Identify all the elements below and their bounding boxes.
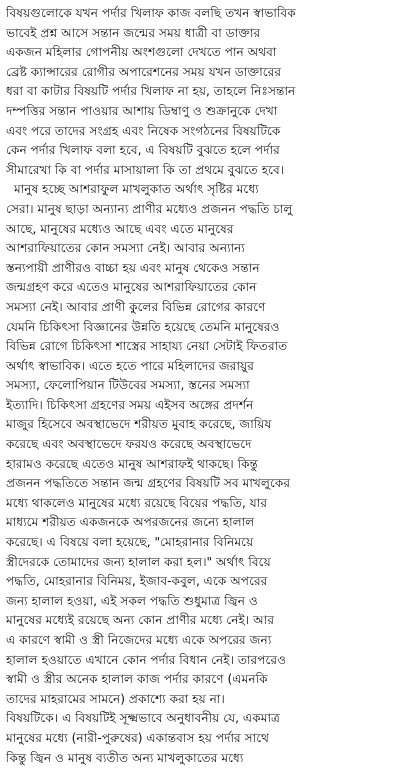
text-line: মানুষের মধ্যেই রয়েছে অন্য কোন প্রাণীর মধ্যে নেই। আর	[6, 613, 275, 628]
text-line: ভাবেই প্রশ্ন আসে সন্তান জন্মের সময় ধাত্রী বা ডাক্তার	[6, 25, 261, 40]
text-line: স্তন্যপায়ী প্রাণীরও বাচ্চা হয় এবং মানুষ থেকেও সন্তান	[6, 260, 260, 275]
text-line: হারামও করেছে এতেও মানুষ আশরাফই থাকছে। কিন্তু	[6, 456, 259, 471]
text-line: করেছে এবং অবস্থাভেদে ফরযও করেছে অবস্থাভেদে	[6, 437, 252, 452]
text-line: যেমনি চিকিৎসা বিজ্ঞানের উন্নতি হয়েছে তেমনি মানুষেরও	[6, 319, 280, 334]
text-line: প্রজনন পদ্ধতিতে সন্তান জন্ম গ্রহণের বিষয়টি সব মাখলুকের	[6, 476, 291, 491]
text-line: আশরাফিয়াতের কোন সমস্যা নেই। আবার অন্যান্য	[6, 241, 245, 256]
text-line: জন্য হালাল হওয়া, এই সকল পদ্ধতি শুধুমাত্র জ্বিন ও	[6, 593, 258, 608]
text-line: এ কারণে স্বামী ও স্ত্রী নিজেদের মধ্যে একে অপরের জন্য	[6, 633, 272, 647]
text-line: বিষয়গুলোকে যখন পর্দার খিলাফ কাজ বলছি তখন স্বাভাবিক	[6, 6, 296, 20]
text-line: পদ্ধতি, মোহরানার বিনিময়, ইজাব-কবুল, একে অপরের	[6, 574, 268, 589]
text-line: বিভিন্ন রোগে চিকিৎসা শাস্ত্রের সাহায্য নেয়া সেটাই ফিতরাত	[6, 339, 288, 354]
text-line: আছে, মানুষের মধ্যেও আছে এবং এতে মানুষের	[6, 221, 234, 236]
text-line: সমস্যা নেই। আবার প্রাণী কুলের বিভিন্ন রোগের কারণে	[6, 299, 266, 314]
text-line: মাজুর হিসেবে অবস্থাভেদে শরীয়ত মুবাহ করেছে, জায়িয	[6, 417, 272, 432]
text-line: কেন পর্দার খিলাফ বলা হবে, এ বিষয়টি বুঝতে হলে পর্দার	[6, 143, 280, 158]
text-line: কিন্তু জ্বিন ও মানুষ ব্যতীত অন্য মাখলুকাতের মধ্যে	[6, 750, 244, 765]
text-line: সেরা। মানুষ ছাড়া অন্যান্য প্রাণীর মধ্যেও প্রজনন পদ্ধতি চালু	[6, 201, 293, 216]
text-line: স্বামী ও স্ত্রীর অনেক হালাল কাজ পর্দার কারণে (এমনকি	[6, 672, 268, 687]
text-line: মধ্যে থাকলেও মানুষের মধ্যে রয়েছে বিয়ের পদ্ধতি, যার	[6, 495, 268, 510]
text-line: ধরা বা কাটার বিষয়টি পর্দার খিলাফ না হয়, তাহলে নিঃসন্তান	[6, 84, 296, 99]
text-line: একজন মহিলার গোপনীয় অংশগুলো দেখতে পান অথবা	[6, 45, 277, 60]
text-line: মাধ্যমে শরীয়ত একজনকে অপরজনের জন্যে হালাল	[6, 515, 255, 530]
paragraph-start-line: মানুষ হচ্ছে আশরাফুল মাখলুকাত অর্থাৎ সৃষ্টির মধ্যে	[14, 182, 259, 197]
text-line: ব্রেষ্ট ক্যান্সারের রোগীর অপারেশনের সময় যখন ডাক্তারের	[6, 64, 282, 79]
text-line: দম্পত্তির সন্তান পাওয়ার আশায় ডিম্বাণু ও শুক্রানুকে দেখা	[6, 103, 278, 118]
text-line: জন্মগ্রহণ করে এতেও মানুষের আশরাফিয়াতের কোন	[6, 280, 257, 295]
text-line: তাদের মাহরামের সামনে) প্রকাশ্যে করা হয় না।	[6, 691, 225, 706]
text-line: সীমারেখা কি বা পর্দার মাসায়ালা কি তা প্রথমে বুঝতে হবে।	[6, 162, 285, 177]
text-line: হালাল হওয়াতে এখানে কোন পর্দার বিধান নেই। তারপরেও	[6, 652, 287, 667]
text-line: মানুষের মধ্যে (নারী-পুরুষের) একান্তবাস হয় পর্দার সাথে	[6, 730, 269, 745]
text-line: সমস্যা, ফেলোপিয়ান টিউবের সমস্যা, স্তনের সমস্যা	[6, 378, 250, 393]
text-line: এবং পরে তাদের সংগ্রহ এবং নিষেক সংগঠনের বিষয়টিকে	[6, 123, 281, 138]
text-line: স্ত্রীদেরকে তোমাদের জন্য হালাল করা হল।" অর্থাৎ বিয়ে	[6, 554, 271, 569]
text-line: অর্থাৎ স্বাভাবিক। এতে হতে পারে মহিলাদের জরায়ুর	[6, 358, 254, 373]
text-line: করেছে। এ বিষয়ে বলা হয়েছে, "মোহরানার বিনিময়ে	[6, 535, 254, 550]
text-line: ইত্যাদি। চিকিৎসা গ্রহণের সময় এইসব অঙ্গের প্রদর্শন	[6, 397, 254, 412]
text-line: বিষয়টিকে। এ বিষয়টিই সূক্ষ্মভাবে অনুধাবনীয় যে, একমাত্র	[6, 711, 280, 726]
